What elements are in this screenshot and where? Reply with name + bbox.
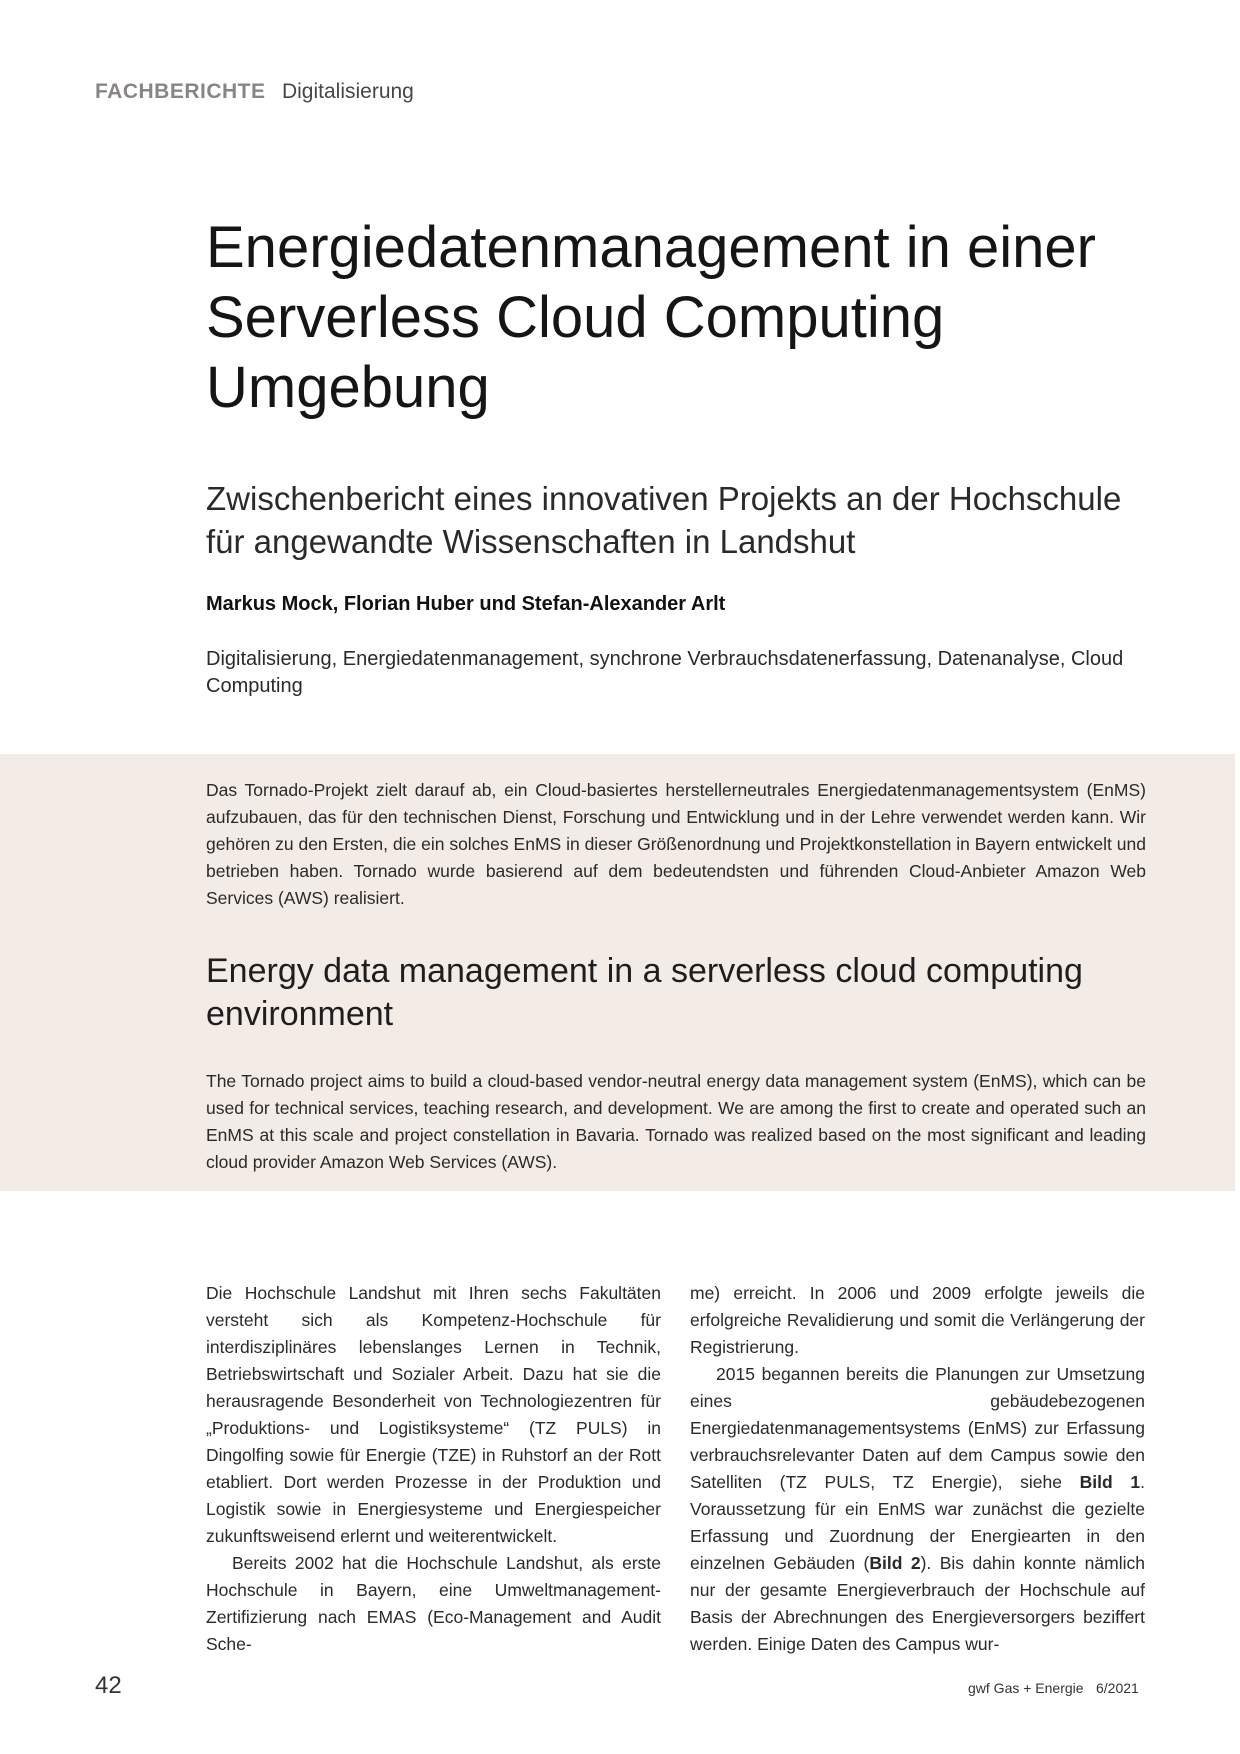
issue-number: 6/2021 xyxy=(1096,1680,1139,1696)
body-column-right xyxy=(690,1280,1145,1658)
rubric-label: FACHBERICHTE xyxy=(95,80,266,103)
body-text: . Voraussetzung für ein EnMS war zunächst die gezielte Erfassung und Zuordnung der Energiearten in den einzelnen Gebäuden ( xyxy=(690,1472,1145,1573)
body-paragraph: Bereits 2002 hat die Hochschule Landshut, als erste Hochschule in Bayern, eine Umweltmanagement-Zertifizierung nach EMAS (Eco-Management and Audit Sche- xyxy=(206,1553,661,1654)
body-paragraph xyxy=(690,1361,1145,1658)
abstract-german: Das Tornado-Projekt zielt darauf ab, ein Cloud-basiertes herstellerneutrales Energiedatenmanagementsystem (EnMS) aufzubauen, das für den technischen Dienst, Forschung und Entwicklung und in der Lehre verwendet werden kann. Wir gehören zu den Ersten, die ein solches EnMS in dieser Größenordnung und Projektkonstellation in Bayern entwickelt und betrieben haben. Tornado wurde basierend auf dem bedeutendsten und führenden Cloud-Anbieter Amazon Web Services (AWS) realisiert. xyxy=(206,780,1146,908)
body-text: 2015 begannen bereits die Planungen zur Umsetzung eines gebäudebezogenen Energiedatenmanagementsystems (EnMS) zur Erfassung verbrauchsrelevanter Daten auf dem Campus sowie den Satelliten (TZ PULS, TZ Energie), siehe xyxy=(690,1364,1145,1492)
abstract-english: The Tornado project aims to build a cloud-based vendor-neutral energy data management system (EnMS), which can be used for technical services, teaching research, and development. We are among the first to create and operated such an EnMS at this scale and project constellation in Bavaria. Tornado was realized based on the most significant and leading cloud provider Amazon Web Services (AWS). xyxy=(206,1071,1146,1172)
figure-reference-bild-1: Bild 1 xyxy=(1079,1472,1141,1492)
figure-reference-bild-2: Bild 2 xyxy=(869,1553,921,1573)
article-title: Energiedatenmanagement in einer Serverless Cloud Computing Umgebung xyxy=(206,215,1096,420)
journal-name: gwf Gas + Energie xyxy=(968,1680,1084,1696)
body-text: ). Bis dahin konnte nämlich nur der gesamte Energieverbrauch der Hochschule auf Basis der Abrechnungen des Energieversorgers beziffert werden. Einige Daten des Campus wur- xyxy=(690,1553,1145,1654)
running-header xyxy=(95,80,414,104)
article-keywords: Digitalisierung, Energiedatenmanagement, synchrone Verbrauchsdatenerfassung, Datenanalyse, Cloud Computing xyxy=(206,648,1124,697)
body-paragraph: Die Hochschule Landshut mit Ihren sechs Fakultäten versteht sich als Kompetenz-Hochschule für interdisziplinäres lebenslanges Lernen in Technik, Betriebswirtschaft und Sozialer Arbeit. Dazu hat sie die herausragende Besonderheit von Technologiezentren für „Produktions- und Logistiksysteme“ (TZ PULS) in Dingolfing sowie für Energie (TZE) in Ruhstorf an der Rott etabliert. Dort werden Prozesse in der Produktion und Logistik sowie in Energiesysteme und Energiespeicher zukunftsweisend erlernt und weiterentwickelt. xyxy=(206,1283,661,1546)
body-paragraph: me) erreicht. In 2006 und 2009 erfolgte jeweils die erfolgreiche Revalidierung und somit die Verlängerung der Registrierung. xyxy=(690,1283,1145,1357)
article-subtitle: Zwischenbericht eines innovativen Projekts an der Hochschule für angewandte Wissenschaften in Landshut xyxy=(206,480,1122,560)
english-title: Energy data management in a serverless cloud computing environment xyxy=(206,952,1083,1033)
body-column-left xyxy=(206,1280,661,1658)
article-authors: Markus Mock, Florian Huber und Stefan-Alexander Arlt xyxy=(206,593,726,615)
section-label: Digitalisierung xyxy=(281,80,414,103)
page-number: 42 xyxy=(95,1672,122,1699)
